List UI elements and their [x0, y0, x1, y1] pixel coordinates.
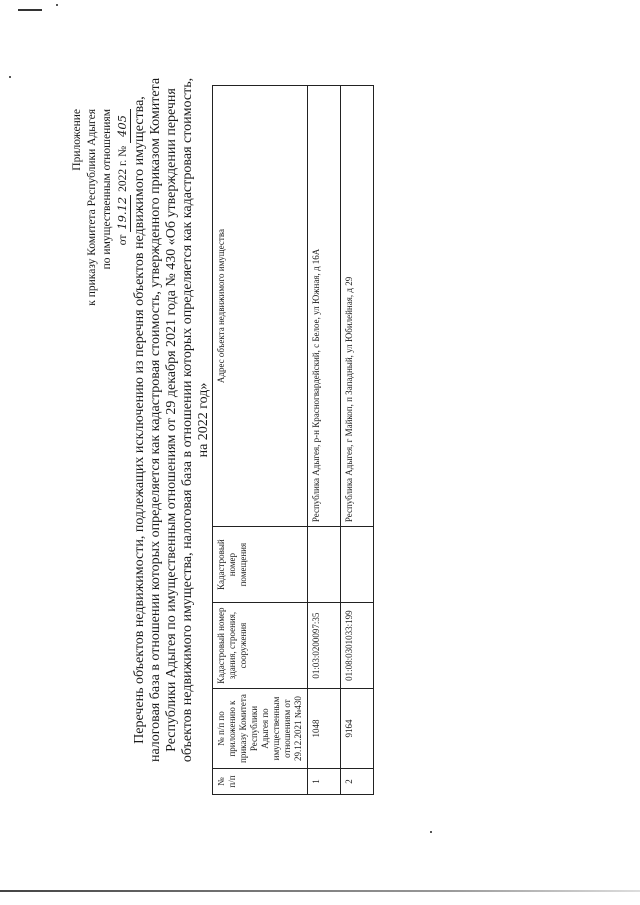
- header-premises-cadastral: Кадастровый номер помещения: [213, 527, 308, 603]
- appendix-committee: по имущественным отношениям: [101, 109, 113, 270]
- document-title: Перечень объектов недвижимости, подлежащих исключению из перечня объектов недвижимого имущества, налоговая база в отношении которых определяется как кадастровая стоимость, утвержденного приказом Комитета Республики Адыгея по имущественным отношениям от 29 декабря 2021 года № 430 «Об утверждении перечня объектов недвижимого имущества, налоговая база в отношении которых определяется как кадастровая стоимость, на 2022 год»: [132, 77, 211, 763]
- header-building-cadastral: Кадастровый номер здания, строения, сооружения: [213, 603, 308, 689]
- scan-artifact-top: [18, 9, 42, 11]
- cell-premises-cadastral: [308, 527, 341, 603]
- date-year: 2022 г. №: [117, 145, 129, 192]
- handwritten-date: 19.12: [115, 196, 129, 230]
- cell-appendix-num: 1048: [308, 689, 341, 769]
- cell-premises-cadastral: [341, 527, 374, 603]
- scan-artifact-dot: [9, 76, 11, 78]
- scan-artifact-dot: [56, 4, 58, 6]
- header-appendix-num: № п/п по приложению к приказу Комитета Республики Адыгея по имущественным отношениям от 29.12.2021 №430: [213, 689, 308, 769]
- table-row: [308, 86, 341, 795]
- scan-artifact-dot: [430, 831, 432, 833]
- appendix-date-line: [115, 109, 131, 449]
- cell-appendix-num: 9164: [341, 689, 374, 769]
- table-row: [341, 86, 374, 795]
- cell-num: 2: [341, 769, 374, 795]
- scan-artifact-bottom: [0, 890, 640, 892]
- rotated-content: [70, 77, 530, 825]
- cell-num: 1: [308, 769, 341, 795]
- table-header-row: [213, 86, 308, 795]
- cell-building-cadastral: 01:08:0301033:199: [341, 603, 374, 689]
- appendix-order-ref: к приказу Комитета Республики Адыгея: [86, 109, 98, 306]
- header-address: Адрес объекта недвижимого имущества: [213, 86, 308, 527]
- appendix-label: Приложение: [71, 109, 83, 171]
- date-prefix: от: [117, 234, 129, 246]
- cell-building-cadastral: 01:03:0200097:35: [308, 603, 341, 689]
- appendix-header: [70, 109, 131, 449]
- property-table: [212, 85, 374, 795]
- cell-address: Республика Адыгея, р-н Красногвардейский, с Белое, ул Южная, д 16А: [308, 86, 341, 527]
- cell-address: Республика Адыгея, г Майкоп, п Западный, ул Юбилейная, д 29: [341, 86, 374, 527]
- handwritten-order-number: 405: [115, 109, 131, 143]
- header-num: № п/п: [213, 769, 308, 795]
